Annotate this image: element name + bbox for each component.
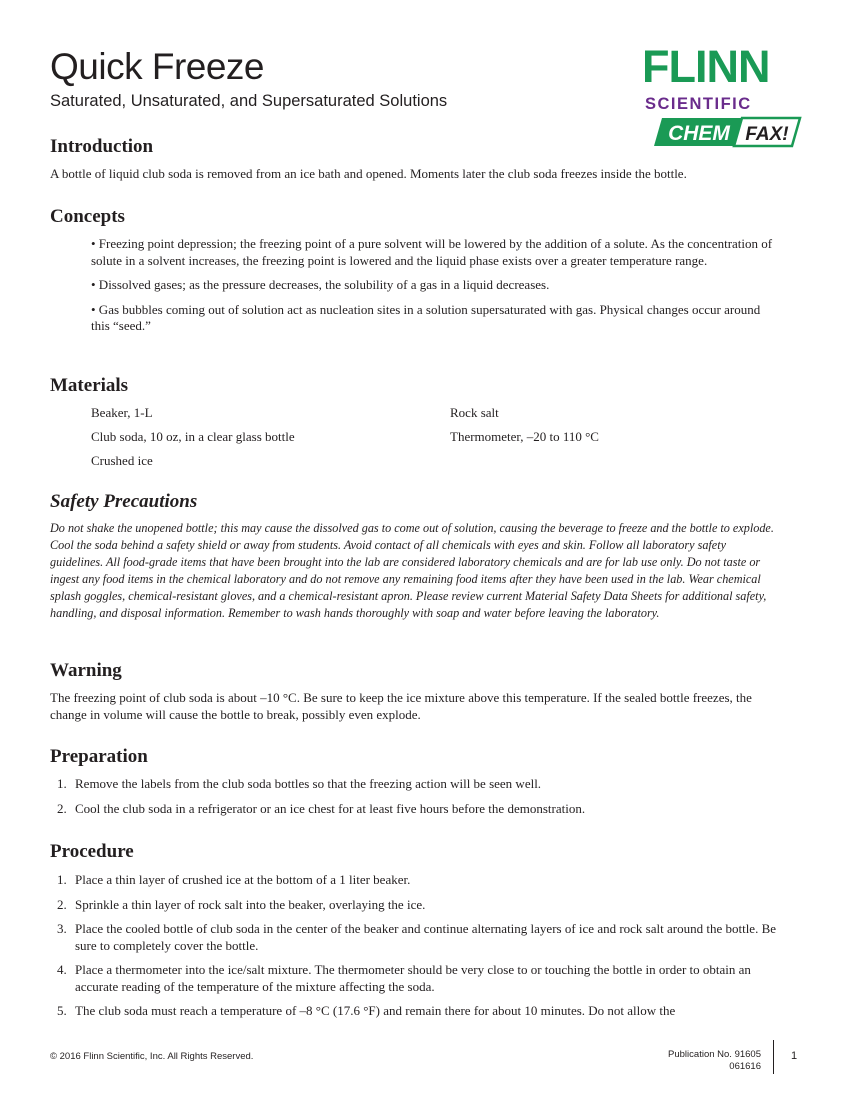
procedure-step: [57, 921, 777, 954]
preparation-step: [57, 801, 777, 818]
step-number: 5.: [57, 1003, 67, 1018]
procedure-step: [57, 1003, 777, 1020]
step-number: 2.: [57, 896, 67, 912]
concept-item: • Gas bubbles coming out of solution act as nucleation sites in a solution supersaturated with gas. Physical changes occur around this “seed.”: [91, 301, 761, 333]
material-item: Beaker, 1-L: [91, 405, 153, 420]
step-number: 3.: [57, 921, 67, 936]
procedure-step: [57, 897, 777, 914]
footer-divider: [773, 1040, 774, 1074]
badge-fax-text: FAX!: [745, 124, 789, 145]
preparation-heading: Preparation: [50, 746, 148, 767]
step-text: Cool the club soda in a refrigerator or an ice chest for at least five hours before the demonstration.: [75, 800, 586, 816]
concept-item: • Dissolved gases; as the pressure decreases, the solubility of a gas in a liquid decreases.: [91, 277, 550, 292]
preparation-step: [57, 776, 777, 793]
step-number: 4.: [57, 962, 67, 977]
step-text: Place a thin layer of crushed ice at the bottom of a 1 liter beaker.: [75, 872, 411, 887]
logo-flinn-text: FLINN: [642, 41, 770, 92]
procedure-step: [57, 962, 777, 995]
step-text: Place a thermometer into the ice/salt mixture. The thermometer should be very close to or touching the bottle in order to obtain an accurate reading of the temperature of the mixture affecting the soda.: [75, 962, 751, 994]
warning-heading: Warning: [50, 660, 122, 681]
material-item: Rock salt: [450, 405, 499, 420]
procedure-steps: [57, 872, 777, 1028]
introduction-heading: Introduction: [50, 136, 154, 157]
publication-code: 061616: [729, 1061, 761, 1072]
material-item: Crushed ice: [91, 453, 153, 468]
concept-item: • Freezing point depression; the freezing point of a pure solvent will be lowered by the addition of a solute. As the concentration of solute in a solvent increases, the freezing point is lowered and the liquid phase exists over a greater temperature range.: [91, 236, 773, 268]
footer-publication: [668, 1049, 761, 1073]
preparation-steps: [57, 776, 777, 825]
step-number: 1.: [57, 872, 67, 887]
material-item: Club soda, 10 oz, in a clear glass bottle: [91, 429, 295, 444]
materials-heading: Materials: [50, 375, 129, 396]
safety-heading: Safety Precautions: [50, 491, 198, 512]
step-text: Place the cooled bottle of club soda in the center of the beaker and continue alternating layers of ice and rock salt around the bottle. Be sure to completely cover the bottle.: [75, 921, 777, 953]
flinn-logo: [636, 41, 804, 154]
warning-text: The freezing point of club soda is about –10 °C. Be sure to keep the ice mixture above this temperature. If the sealed bottle freezes, the change in volume will cause the bottle to break, possibly even explode.: [50, 690, 752, 722]
page-title: Quick Freeze: [50, 46, 265, 87]
introduction-text: A bottle of liquid club soda is removed from an ice bath and opened. Moments later the club soda freezes inside the bottle.: [50, 166, 687, 181]
chemfax-badge-icon: [652, 116, 802, 148]
publication-number: Publication No. 91605: [668, 1049, 761, 1060]
step-text: Remove the labels from the club soda bottles so that the freezing action will be seen well.: [75, 776, 542, 791]
page-subtitle: Saturated, Unsaturated, and Supersaturated Solutions: [50, 92, 448, 110]
footer-copyright: © 2016 Flinn Scientific, Inc. All Rights Reserved.: [50, 1051, 254, 1062]
badge-chem-text: CHEM: [668, 122, 730, 145]
logo-scientific-text: SCIENTIFIC: [645, 95, 752, 113]
concepts-heading: Concepts: [50, 206, 125, 227]
safety-text: Do not shake the unopened bottle; this may cause the dissolved gas to come out of solution, causing the beverage to freeze and the bottle to explode. Cool the soda behind a safety shield or away from students. Avoid contact of all chemicals with eyes and skin. Follow all laboratory safety guidelines. All food-grade items that have been brought into the lab are considered laboratory chemicals and are for lab use only. Do not taste or ingest any food items in the chemical laboratory and do not remove any remaining food items after they have been used in the lab. Wear chemical splash goggles, chemical-resistant gloves, and a chemical-resistant apron. Please review current Material Safety Data Sheets for additional safety, handling, and disposal information. Remember to wash hands thoroughly with soap and water before leaving the laboratory.: [50, 521, 774, 620]
step-number: 1.: [57, 776, 67, 791]
step-text: The club soda must reach a temperature of –8 °C (17.6 °F) and remain there for about 10 minutes. Do not allow the: [75, 1003, 676, 1018]
procedure-heading: Procedure: [50, 841, 134, 862]
material-item: Thermometer, –20 to 110 °C: [450, 429, 599, 444]
page-number: 1: [791, 1050, 798, 1062]
step-number: 2.: [57, 800, 67, 816]
procedure-step: [57, 872, 777, 889]
concepts-list: [91, 236, 775, 343]
step-text: Sprinkle a thin layer of rock salt into the beaker, overlaying the ice.: [75, 896, 426, 912]
